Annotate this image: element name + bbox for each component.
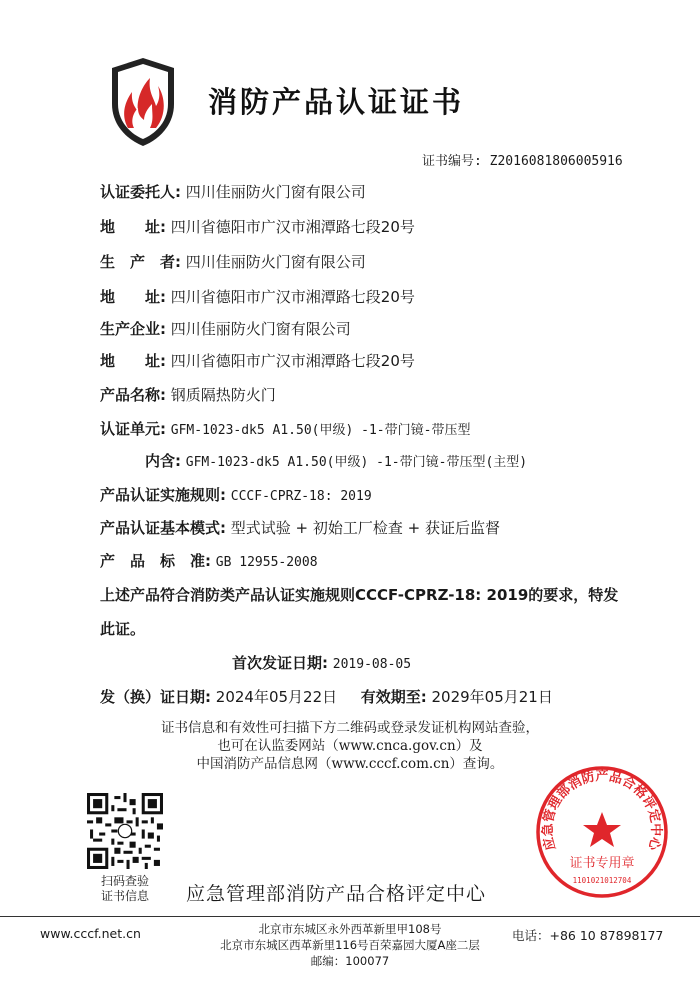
official-seal (532, 762, 672, 902)
qr-caption-line-1: 扫码查验 (100, 874, 149, 888)
producer-address-value: 四川省德阳市广汉市湘潭路七段20号 (170, 288, 415, 306)
cert-no-label: 证书编号: (422, 154, 482, 169)
seal-number: 1101021012704 (572, 876, 632, 885)
issue-date-value: 2024年05月22日 (215, 688, 338, 706)
field-unit (100, 418, 470, 439)
first-issue-value: 2019-08-05 (332, 657, 412, 672)
field-factory-address (100, 350, 415, 371)
client-address-value: 四川省德阳市广汉市湘潭路七段20号 (170, 218, 415, 236)
standard-label: 产 品 标 准: (100, 552, 211, 570)
field-rule (100, 484, 372, 505)
includes-label: 内含: (145, 452, 181, 470)
unit-value: GFM-1023-dk5 A1.50(甲级) -1-带门镜-带压型 (170, 423, 471, 438)
seal-star-icon (583, 812, 621, 847)
field-client (100, 181, 366, 202)
issue-date-row (100, 686, 553, 707)
cert-no-value: Z2016081806005916 (489, 154, 623, 169)
factory-value: 四川佳丽防火门窗有限公司 (170, 320, 351, 338)
footer-divider (0, 916, 700, 917)
field-producer (100, 251, 366, 272)
qr-caption-line-2: 证书信息 (100, 889, 149, 903)
qr-code[interactable] (87, 793, 163, 869)
client-label: 认证委托人: (100, 183, 181, 201)
notice-line-2: 也可在认监委网站（www.cnca.gov.cn）及 (217, 738, 483, 754)
field-includes (145, 450, 527, 471)
rule-value: CCCF-CPRZ-18: 2019 (230, 489, 372, 504)
footer-postcode: 邮编：100077 (310, 954, 390, 968)
field-mode (100, 517, 500, 538)
valid-until-label: 有效期至: (360, 688, 427, 706)
mode-label: 产品认证基本模式: (100, 519, 226, 537)
product-value: 钢质隔热防火门 (170, 386, 276, 404)
factory-label: 生产企业: (100, 320, 166, 338)
footer-address-1: 北京市东城区永外西革新里甲108号 (258, 922, 442, 936)
notice-line-3: 中国消防产品信息网（www.cccf.com.cn）查询。 (196, 756, 504, 772)
unit-label: 认证单元: (100, 420, 166, 438)
client-address-label: 地 址: (100, 218, 166, 236)
issue-date-label: 发（换）证日期: (100, 688, 211, 706)
standard-value: GB 12955-2008 (215, 555, 318, 570)
rule-label: 产品认证实施规则: (100, 486, 226, 504)
field-factory (100, 318, 351, 339)
mode-value: 型式试验 + 初始工厂检查 + 获证后监督 (230, 519, 500, 537)
field-client-address (100, 216, 415, 237)
producer-value: 四川佳丽防火门窗有限公司 (185, 253, 366, 271)
statement-line-2: 此证。 (100, 620, 146, 638)
field-producer-address (100, 286, 415, 307)
field-standard (100, 550, 318, 571)
issuer-name: 应急管理部消防产品合格评定中心 (186, 883, 487, 905)
valid-until-value: 2029年05月21日 (431, 688, 553, 706)
field-product (100, 384, 276, 405)
factory-address-label: 地 址: (100, 352, 166, 370)
certificate-title: 消防产品认证证书 (208, 85, 465, 119)
product-label: 产品名称: (100, 386, 166, 404)
factory-address-value: 四川省德阳市广汉市湘潭路七段20号 (170, 352, 415, 370)
cccf-shield-logo (108, 56, 178, 148)
seal-ring-text: 应急管理部消防产品合格评定中心 (540, 769, 664, 852)
footer-phone: 电话：+86 10 87898177 (512, 928, 664, 943)
certificate-number (422, 150, 623, 169)
qr-caption (83, 874, 167, 904)
seal-center-text: 证书专用章 (569, 856, 635, 871)
includes-value: GFM-1023-dk5 A1.50(甲级) -1-带门镜-带压型(主型) (185, 455, 528, 470)
producer-address-label: 地 址: (100, 288, 166, 306)
statement-line-1: 上述产品符合消防类产品认证实施规则CCCF-CPRZ-18: 2019的要求，特发 (100, 586, 619, 604)
first-issue-date (232, 652, 411, 673)
footer-website[interactable]: www.cccf.net.cn (40, 926, 141, 941)
client-value: 四川佳丽防火门窗有限公司 (185, 183, 366, 201)
notice-line-1: 证书信息和有效性可扫描下方二维码或登录发证机构网站查验， (161, 720, 539, 736)
footer-address-2: 北京市东城区西革新里116号百荣嘉园大厦A座二层 (220, 938, 480, 952)
first-issue-label: 首次发证日期: (232, 654, 328, 672)
producer-label: 生 产 者: (100, 253, 181, 271)
